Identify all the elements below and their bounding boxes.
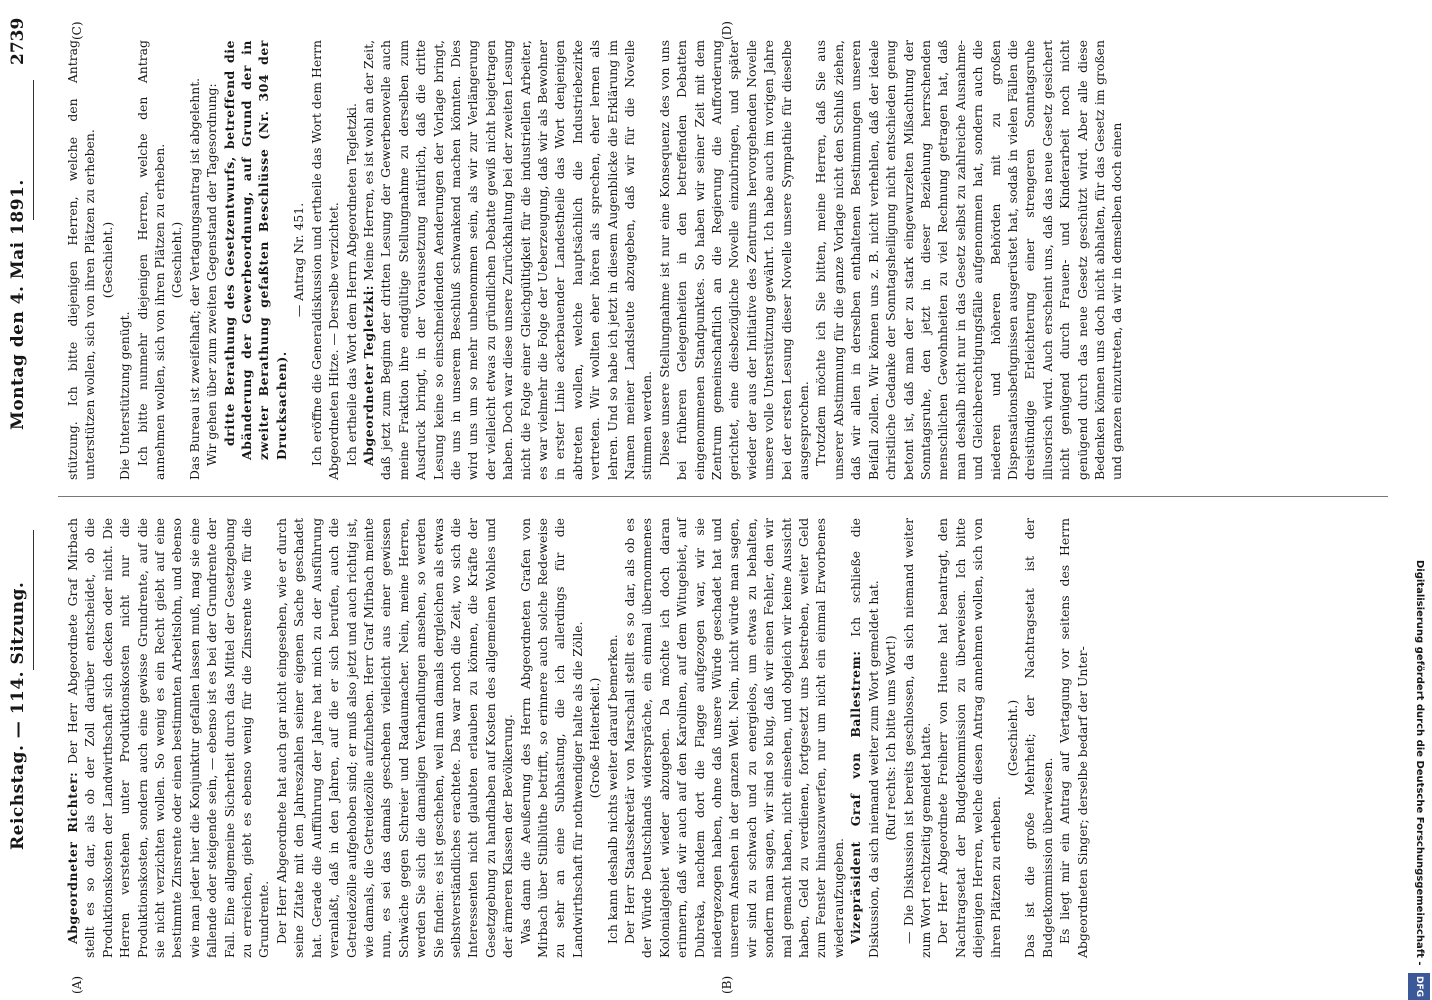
interjection: (Geschieht.) <box>1004 699 1020 777</box>
paragraph: Es liegt mir ein Antrag auf Vertagung vor seitens des Herrn Abgeordneten Singer; derselbe bedarf der Unter- <box>1057 518 1090 958</box>
interjection: (Große Heiterkeit.) <box>587 677 603 799</box>
dfg-logo: DFG <box>1408 973 1430 1000</box>
agenda-item-reference: — Antrag Nr. 451. <box>291 202 307 318</box>
right-text-column <box>64 40 1126 480</box>
header-rule-right <box>33 80 34 220</box>
paragraph: Abgeordneter Richter: Der Herr Abgeordnete Graf Mirbach stellt es so dar, als ob der Zoll darüber entscheidet, ob die Produktionskosten der Landwirthschaft sich decken oder nicht. Die Herren verstehen unter Produktionskosten nicht nur die Produktionskosten, sondern auch eine gewisse Grundrente, auf die sie nicht verzichten wollen. So wenig es ein Recht giebt auf eine bestimmte Zinsrente oder einen bestimmten Arbeitslohn, und ebenso wie man jeder hier die Konjunktur gefallen lassen muß, mag sie eine fallende oder steigende sein, — ebenso ist es bei der Grundrente der Fall. Eine allgemeine Sicherheit durch das Mittel der Gesetzgebung zu erreichen, giebt es ebenso wenig für die Zinsrente wie für die Grundrente. <box>65 518 272 958</box>
paragraph: Das ist die große Mehrheit; der Nachtragsetat ist der Budgetkommission überwiesen. <box>1022 518 1055 958</box>
paragraph: Diese unsere Stellungnahme ist nur eine Konsequenz des von uns bei früheren Gelegenheiten in den betreffenden Debatten eingenommenen Standpunktes. So haben wir seiner Zeit mit dem Zentrum gemeinschaftlich an die Regierung die Aufforderung gerichtet, eine diesbezügliche Novelle einzubringen, und später wieder der aus der Initiative des Zentrums hervorgehenden Novelle unsere volle Unterstützung gewährt. Ich habe auch im vorigen Jahre bei der ersten Lesung dieser Novelle unsere Sympathie für dieselbe ausgesprochen. <box>656 40 812 480</box>
paragraph: Wir gehen über zum zweiten Gegenstand der Tagesordnung: <box>204 83 220 466</box>
speaker-name: Abgeordneter Richter: <box>65 771 80 944</box>
paragraph: — Die Diskussion ist bereits geschlossen, da sich niemand weiter zum Wort rechtzeitig gemeldet hatte. <box>900 518 933 958</box>
paragraph: Was dann die Aeußerung des Herrn Abgeordneten Grafen von Mirbach über Stilblüthe betrifft, so erinnere auch solche Redeweise zu sehr an eine Subhastung, die ich allerdings für die Landwirthschaft für nothwendiger halte als die Zölle. <box>517 518 585 958</box>
digitization-credit-text: Digitalisierung gefördert durch die Deutsche Forschungsgemeinschaft - <box>1414 559 1425 966</box>
interjection: (Ruf rechts: Ich bitte ums Wort!) <box>883 635 899 841</box>
interjection: (Geschieht.) <box>169 221 185 299</box>
paragraph: Ich bitte nunmehr diejenigen Herren, welche den Antrag annehmen wollen, sich von ihren Plätzen zu erheben. <box>134 40 168 480</box>
digitization-credit-strip <box>1408 0 1430 1000</box>
margin-mark-c: (C) <box>70 21 84 40</box>
agenda-item-heading: dritte Berathung des Gesetzentwurfs, betreffend die Abänderung der Gewerbeordnung, auf Grund der in zweiter Berathung gefaßten Beschlüsse (Nr. 304 der Drucksachen). <box>221 40 289 460</box>
paragraph: Ich kann deshalb nichts weiter darauf bemerken. <box>604 634 620 944</box>
left-text-column <box>64 518 1091 958</box>
right-running-head: Montag den 4. Mai 1891. <box>8 179 28 430</box>
paragraph: stützung. Ich bitte diejenigen Herren, welche den Antrag unterstützen wollen, sich von ihren Plätzen zu erheben. <box>65 40 98 480</box>
margin-mark-b: (B) <box>720 975 734 994</box>
header-rule-left <box>33 530 34 670</box>
paragraph: Ich ertheile das Wort dem Herrn Abgeordneten Tegletzki. <box>343 103 359 466</box>
paragraph: Abgeordneter Tegletzki: Meine Herren, es ist wohl an der Zeit, daß jetzt zum Beginn der dritten Lesung der Gewerbenovelle auch meine Fraktion ihre endgültige Stellungnahme zu derselben zum Ausdruck bringt, in der Voraussetzung natürlich, daß die dritte Lesung keine so einschneidenden Aenderungen der Vorlage bringt, die uns in unserem Beschluß schwankend machen könnten. Dies wird uns um so mehr unbenommen sein, als wir zur Verlängerung der vielleicht etwas zu gründlichen Debatte gewiß nicht beigetragen haben. Doch war diese unsere Zurückhaltung bei der zweiten Lesung nicht die Folge einer Gleichgültigkeit für die industriellen Arbeiter, es war vielmehr die Folge der Ueberzeugung, daß wir als Bewohner in erster Linie ackerbauender Landestheile das Wort denjenigen abtreten wollen, welche hauptsächlich die Industriebezirke vertreten. Wir wollten eher hören als sprechen, eher lernen als lehren. Und so habe ich jetzt in diesem Augenblicke die Erklärung im Namen meiner Landsleute abzugeben, daß wir für die Novelle stimmen werden. <box>360 39 655 480</box>
paragraph: Der Herr Abgeordnete hat auch gar nicht eingesehen, wie er durch seine Zitate mit den Jahreszahlen seiner eigenen Sache geschadet hat. Gerade die Aufführung der Jahre hat mich zu der Ausführung veranlaßt, daß in den Jahren, auf die er sich berufen, auch die Getreidezölle aufgehoben sind; er muß also jetzt und auch richtig ist, wie damals, die Getreidezölle aufzuheben. Herr Graf Mirbach meinte nun, es sei das damals geschehen vielleicht aus einer gewissen Schwäche gegen Schreier und Radaumacher. Nein, meine Herren, werden Sie sich die damaligen Verhandlungen ansehen, so werden Sie finden: es ist geschehen, weil man damals dergleichen als etwas selbstverständliches erachtete. Das war noch die Zeit, wo sich die Interessenten nicht glaubten erlauben zu können, die Kräfte der Gesetzgebung zu handhaben auf Kosten des allgemeinen Wohles und der ärmeren Klassen der Bevölkerung. <box>273 518 516 958</box>
paragraph: Trotzdem möchte ich Sie bitten, meine Herren, daß Sie aus unserer Abstimmung für die ganze Vorlage nicht den Schluß ziehen, daß wir allen in derselben enthaltenen Bestimmungen unseren Beifall zollen. Wir können uns z. B. nicht verhehlen, daß der ideale christliche Gedanke der Sonntagsheiligung nicht entschieden genug betont ist, daß man der zu stark eingewurzelten Mißachtung der Sonntagsruhe, den jetzt in dieser Beziehung herrschenden menschlichen Gewohnheiten zu viel Rechnung getragen hat, daß man deshalb nicht nur in das Gesetz selbst zu zahlreiche Ausnahme- und Gleichberechtigungsfälle aufgenommen hat, sondern auch die niederen und höheren Behörden mit zu großen Dispensationsbefugnissen ausgerüstet hat, sodaß in vielen Fällen die dreistündige Erleichterung einer strengeren Sonntagsruhe illusorisch wird. Auch erscheint uns, daß das neue Gesetz gesichert nicht genügend durch Frauen- und Kinderarbeit noch nicht genügend durch das neue Gesetz geschützt wird. Aber alle diese Bedenken können uns doch nicht abhalten, für das Gesetz im großen und ganzen einzutreten, da wir in demselben doch einen <box>813 40 1125 480</box>
column-divider <box>58 496 1388 497</box>
paragraph: Die Unterstützung genügt. <box>117 311 133 480</box>
paragraph: Der Herr Abgeordnete Freiherr von Huene hat beantragt, den Nachtragsetat der Budgetkommission zu überweisen. Ich bitte diejenigen Herren, welche diesen Antrag annehmen wollen, sich von ihren Plätzen zu erheben. <box>935 518 1003 958</box>
speaker-name: Abgeordneter Tegletzki: <box>360 284 376 466</box>
paragraph: Das Bureau ist zweifelhaft; der Vertagungsantrag ist abgelehnt. <box>186 77 202 480</box>
margin-mark-d: (D) <box>720 21 734 40</box>
margin-mark-a: (A) <box>70 975 84 994</box>
paragraph: Der Herr Staatssekretär von Marschall stellt es so dar, als ob es der Würde Deutschlands widerspräche, ein einmal übernommenes Kolonialgebiet wieder abzugeben. Da möchte ich doch daran erinnern, daß wir auch auf den Karolinen, auf dem Witugebiet, auf Dubreka, nachdem dort die Flagge aufgezogen war, wir sie niedergezogen haben, ohne daß unsere Würde geschadet hat und unserem Ansehen in der ganzen Welt. Nein, nicht würde man sagen, wir sind zu schwach und zu energielos, um etwas zu behalten, sondern man sagen, wir sind so klug, daß wir einen Fehler, den wir mal gemacht haben, nicht einsehen, und obgleich wir keine Aussicht haben, Geld zu verdienen, fortgesetzt uns bestreben, weiter Geld zum Fenster hinauszuwerfen, nur um nicht ein einmal Erworbenes wiederaufzugeben. <box>622 518 846 958</box>
page-number: 2739 <box>8 17 28 65</box>
paragraph: Vizepräsident Graf von Ballestrem: Ich schließe die Diskussion, da sich niemand weiter zum Wort gemeldet hat. <box>848 518 881 958</box>
paragraph: Ich eröffne die Generaldiskussion und ertheile das Wort dem Herrn Abgeordneten Hitze. — Derselbe verzichtet. <box>308 40 342 480</box>
interjection: (Geschieht.) <box>99 221 115 299</box>
left-running-head: Reichstag. — 114. Sitzung. <box>8 581 28 850</box>
speaker-name: Vizepräsident Graf von Ballestrem: <box>848 650 864 944</box>
